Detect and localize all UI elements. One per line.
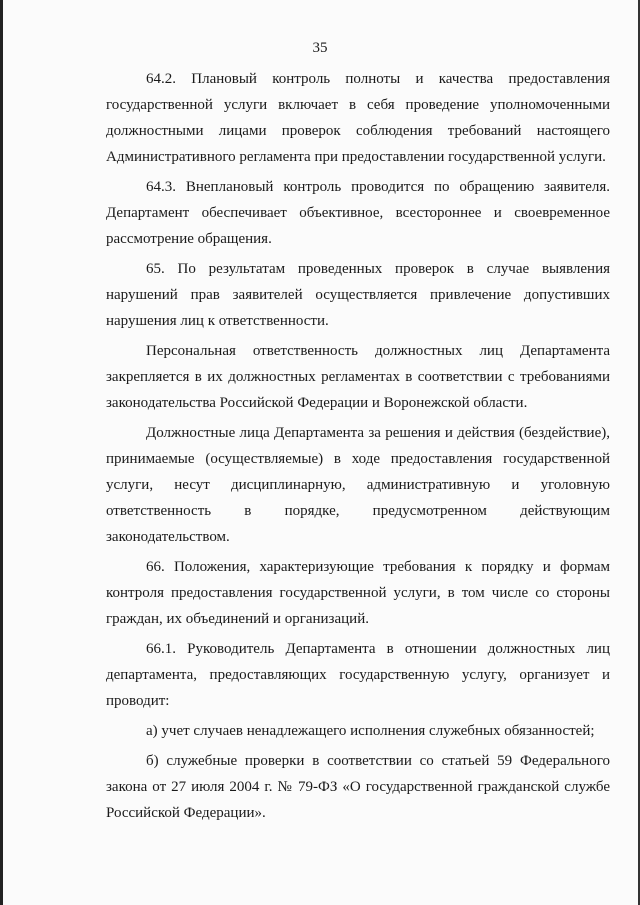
paragraph-64-2: 64.2. Плановый контроль полноты и качества предоставления государственной услуги включает в себя проведение уполномоченными должностными лицами проверок соблюдения требований настоящего Административного регламента при предоставлении государственной услуги. xyxy=(106,71,610,165)
document-body xyxy=(106,66,610,830)
paragraph-66-1: 66.1. Руководитель Департамента в отношении должностных лиц департамента, предоставляющих государственную услугу, организует и проводит: xyxy=(106,641,610,709)
list-item-a: а) учет случаев ненадлежащего исполнения служебных обязанностей; xyxy=(146,723,595,739)
paragraph-officials-liability: Должностные лица Департамента за решения и действия (бездействие), принимаемые (осуществляемые) в ходе предоставления государственной услуги, несут дисциплинарную, административную и уголовную ответственность в порядке, предусмотренном действующим законодательством. xyxy=(106,425,610,545)
list-item-b: б) служебные проверки в соответствии со статьей 59 Федерального закона от 27 июля 2004 г. № 79-ФЗ «О государственной гражданской службе Российской Федерации». xyxy=(106,753,610,821)
paragraph-personal-responsibility: Персональная ответственность должностных лиц Департамента закрепляется в их должностных регламентах в соответствии с требованиями законодательства Российской Федерации и Воронежской области. xyxy=(106,343,610,411)
paragraph-66: 66. Положения, характеризующие требования к порядку и формам контроля предоставления государственной услуги, в том числе со стороны граждан, их объединений и организаций. xyxy=(106,559,610,627)
paragraph-64-3: 64.3. Внеплановый контроль проводится по обращению заявителя. Департамент обеспечивает объективное, всестороннее и своевременное рассмотрение обращения. xyxy=(106,179,610,247)
paragraph-65: 65. По результатам проведенных проверок в случае выявления нарушений прав заявителей осуществляется привлечение допустивших нарушения лиц к ответственности. xyxy=(106,261,610,329)
scan-border-left xyxy=(0,0,3,905)
page-number: 35 xyxy=(312,40,328,56)
